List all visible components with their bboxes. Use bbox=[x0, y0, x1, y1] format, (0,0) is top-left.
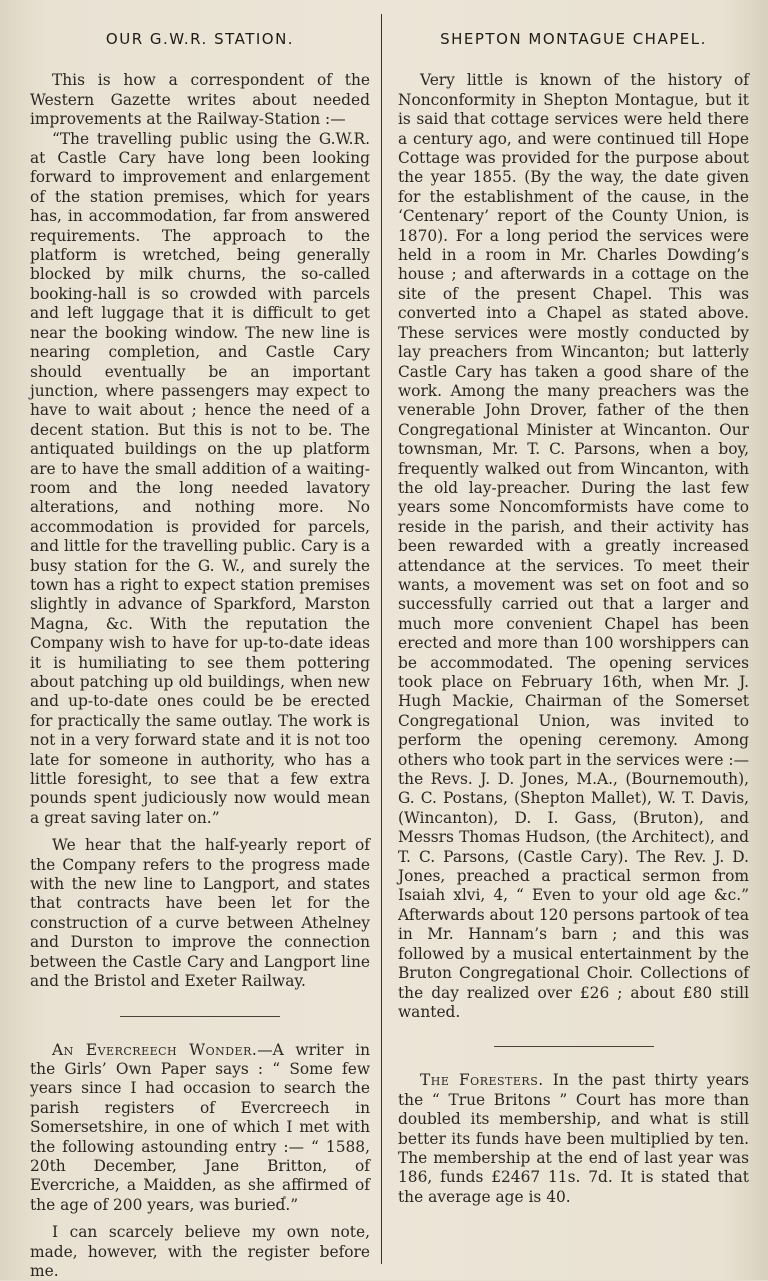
column-divider bbox=[381, 14, 382, 1264]
chapel-history-paragraph: Very little is known of the history of Nonconformity in Shepton Montague, but it is said that cottage services were held there a century ago, and were continued till Hope Cottage was provided for the purpose about the year 1855. (By the way, the date given for the establishment of the cause, in the ‘Centenary’ report of the County Union, is 1870). For a long period the services were held in a room in Mr. Charles Dowding’s house ; and afterwards in a cottage on the site of the present Chapel. This was converted into a Chapel as stated above. These services were mostly conducted by lay preachers from Wincanton; but latterly Castle Cary has taken a good share of the work. Among the many preachers was the venerable John Drover, father of the then Congregational Minister at Wincanton. Our townsman, Mr. T. C. Parsons, when a boy, frequently walked out from Wincanton, with the old lay-preacher. During the last few years some Noncomformists have come to reside in the parish, and their activity has been rewarded with a greatly increased attendance at the services. To meet their wants, a movement was set on foot and so successfully carried out that a larger and much more convenient Chapel has been erected and more than 100 worshippers can be accommodated. The opening services took place on February 16th, when Mr. J. Hugh Mackie, Chairman of the Somerset Congregational Union, was invited to perform the opening ceremony. Among others who took part in the services were :— the Revs. J. D. Jones, M.A., (Bournemouth), G. C. Postans, (Shepton Mallet), W. T. Davis, (Wincanton), D. I. Gass, (Bruton), and Messrs Thomas Hudson, (the Architect), and T. C. Parsons, (Castle Cary). The Rev. J. D. Jones, preached a practical sermon from Isaiah xlvi, 4, “ Even to your old age &c.” Afterwards about 120 persons partook of tea in Mr. Hannam’s barn ; and this was followed by a musical entertainment by the Bruton Congregational Choir. Collections of the day realized over £26 ; about £80 still wanted. bbox=[398, 71, 749, 1021]
section-separator bbox=[494, 1046, 654, 1047]
evercreech-text: —A writer in the Girls’ Own Paper says : “ Some few years since I had occasion to search the parish registers of Evercreech in Somersetshire, in one of which I met with the following astounding entry :— “ 1588, 20th December, Jane Britton, of Evercriche, a Maidden, as she affirmed of the age of 200 years, was buried.” bbox=[30, 1040, 370, 1214]
left-column bbox=[30, 26, 370, 1281]
chapel-heading: SHEPTON MONTAGUE CHAPEL. bbox=[440, 30, 707, 48]
section-separator bbox=[120, 1016, 280, 1017]
foresters-text: In the past thirty years the “ True Britons ” Court has more than doubled its membership, and what is still better its funds have been multiplied by ten. The membership at the end of last year was 186, funds £2467 11s. 7d. It is stated that the average age is 40. bbox=[398, 1071, 749, 1206]
register-note-paragraph: I can scarcely believe my own note, made, however, with the register before me. bbox=[30, 1223, 370, 1280]
evercreech-title: An Evercreech Wonder. bbox=[52, 1040, 258, 1059]
evercreech-paragraph bbox=[30, 1041, 370, 1216]
station-quote-paragraph: “The travelling public using the G.W.R. at Castle Cary have long been looking forward to improvement and enlargement of the station premises, which for years has, in accommodation, far from answered requirements. The approach to the platform is wretched, being generally blocked by milk churns, the so-called booking-hall is so crowded with parcels and left luggage that it is difficult to get near the booking window. The new line is nearing completion, and Castle Cary should eventually be an important junction, where passengers may expect to have to wait about ; hence the need of a decent station. But this is not to be. The antiquated buildings on the up platform are to have the small addition of a waiting-room and the long needed lavatory alterations, and nothing more. No accommodation is provided for parcels, and little for the travelling public. Cary is a busy station for the G. W., and surely the town has a right to expect station premises slightly in advance of Sparkford, Marston Magna, &c. With the reputation the Company wish to have for up-to-date ideas it is humiliating to see them pottering about patching up old buildings, when new and up-to-date ones could be be erected for practically the same outlay. The work is not in a very forward state and it is not too late for someone in authority, who has a little foresight, to see that a few extra pounds spent judiciously now would mean a great saving later on.” bbox=[30, 129, 370, 827]
foresters-title: The Foresters. bbox=[420, 1071, 544, 1090]
half-yearly-report-paragraph: We hear that the half-yearly report of the Company refers to the progress made with the new line to Langport, and states that contracts have been let for the construction of a curve between Athelney and Durston to improve the connection between the Castle Cary and Langport line and the Bristol and Exeter Railway. bbox=[30, 836, 370, 991]
station-heading: OUR G.W.R. STATION. bbox=[105, 30, 295, 48]
right-column bbox=[398, 26, 749, 1207]
foresters-paragraph bbox=[398, 1071, 749, 1207]
station-intro-paragraph: This is how a correspondent of the Western Gazette writes about needed improvements at the Railway-Station :— bbox=[30, 71, 370, 129]
